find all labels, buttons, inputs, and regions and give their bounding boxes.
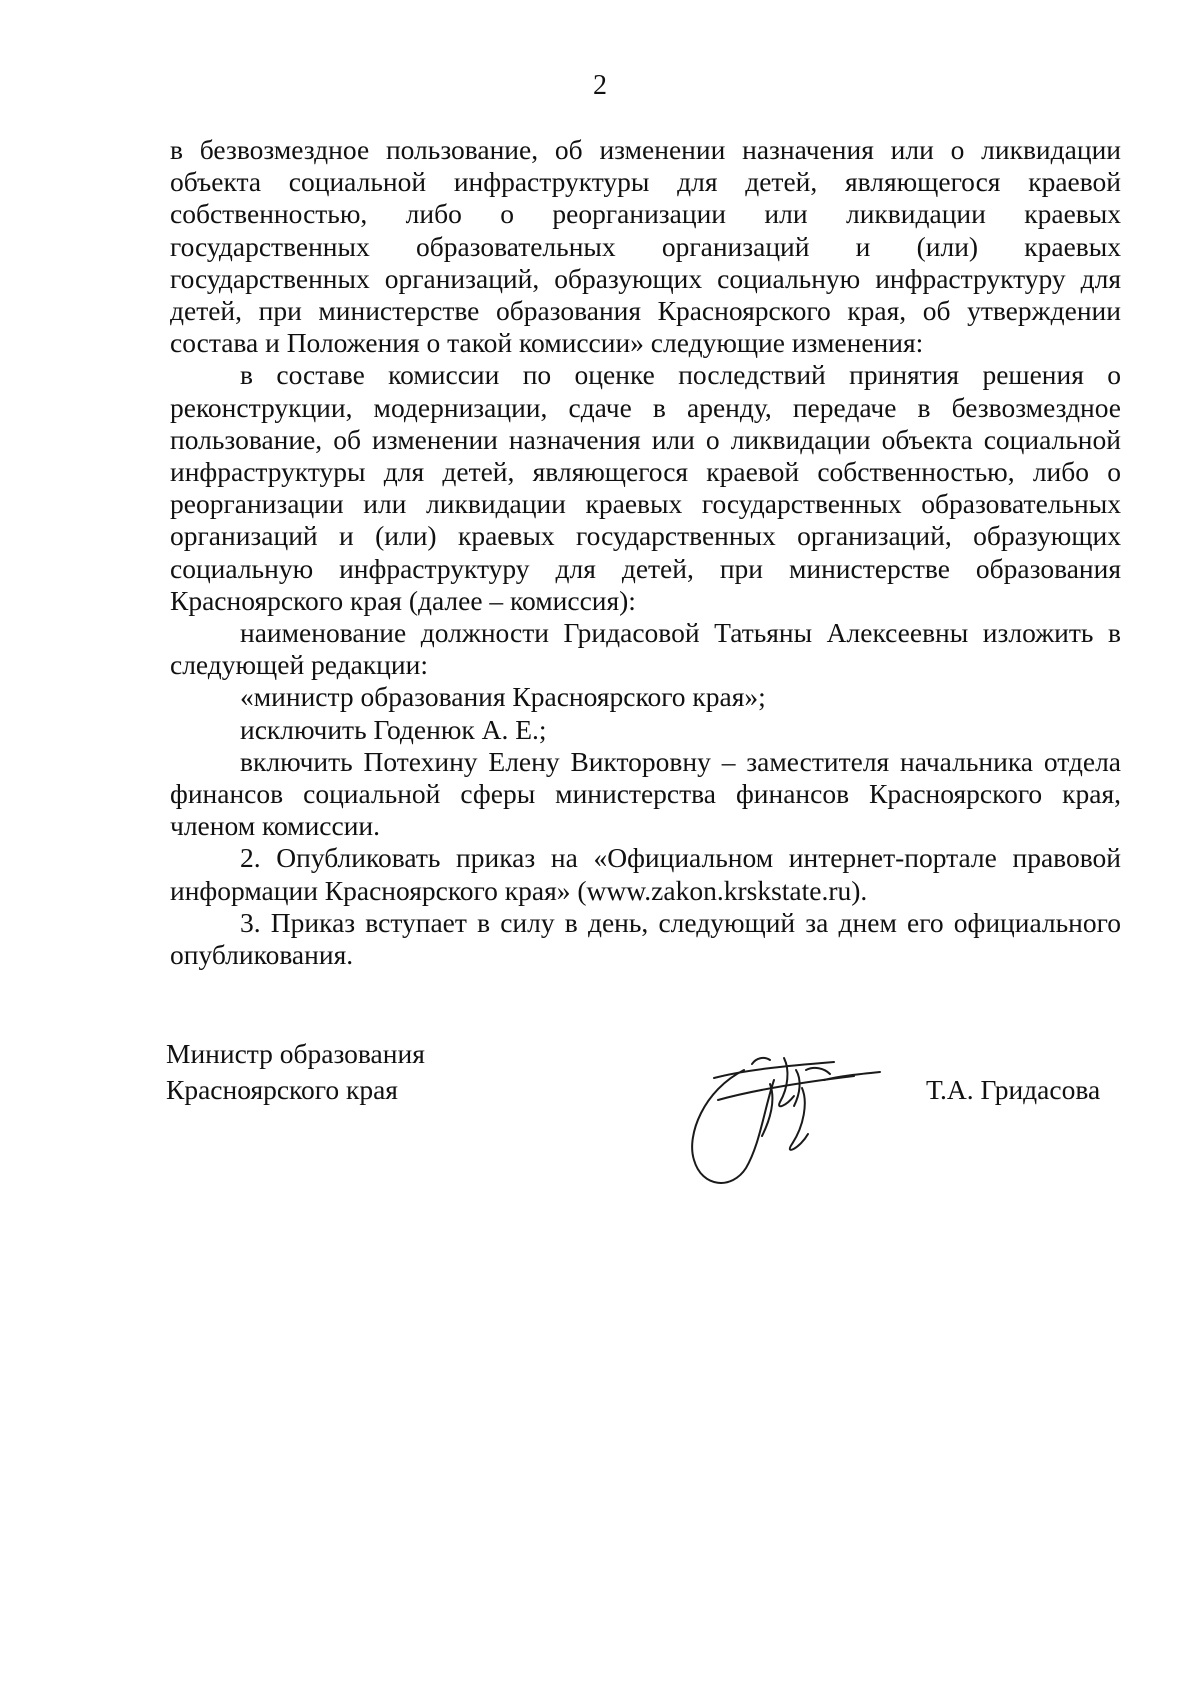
paragraph: 3. Приказ вступает в силу в день, следующий за днем его официального опубликования. [170, 906, 1121, 971]
page-number: 2 [593, 70, 607, 101]
paragraph: в безвозмездное пользование, об изменении назначения или о ликвидации объекта социальной инфраструктуры для детей, являющегося краевой собственностью, либо о реорганизации или ликвидации краевых государственных образовательных организаций и (или) краевых государственных организаций, образующих социальную инфраструктуру для детей, при министерстве образования Красноярского края, об утверждении состава и Положения о такой комиссии» следующие изменения: [170, 134, 1121, 359]
paragraph: исключить Годенюк А. Е.; [240, 713, 547, 745]
signature-block [0, 1036, 1200, 1196]
paragraph: «министр образования Красноярского края»; [240, 681, 766, 713]
document-body [170, 134, 1121, 971]
paragraph: 2. Опубликовать приказ на «Официальном интернет-портале правовой информации Красноярского края» (www.zakon.krskstate.ru). [170, 842, 1121, 906]
signatory-position-line: Министр образования [166, 1038, 425, 1069]
signatory-position [166, 1036, 425, 1108]
paragraph: включить Потехину Елену Викторовну – заместителя начальника отдела финансов социальной сферы министерства финансов Красноярского края, членом комиссии. [170, 745, 1121, 842]
paragraph: наименование должности Гридасовой Татьяны Алексеевны изложить в следующей редакции: [170, 617, 1121, 681]
signatory-name: Т.А. Гридасова [926, 1074, 1101, 1105]
handwritten-signature-icon [684, 1040, 884, 1190]
paragraph: в составе комиссии по оценке последствий принятия решения о реконструкции, модернизации, сдаче в аренду, передаче в безвозмездное пользование, об изменении назначения или о ликвидации объекта социальной инфраструктуры для детей, являющегося краевой собственностью, либо о реорганизации или ликвидации краевых государственных образовательных организаций и (или) краевых государственных организаций, образующих социальную инфраструктуру для детей, при министерстве образования Красноярского края (далее – комиссия): [170, 359, 1121, 616]
signatory-position-line: Красноярского края [166, 1074, 398, 1105]
